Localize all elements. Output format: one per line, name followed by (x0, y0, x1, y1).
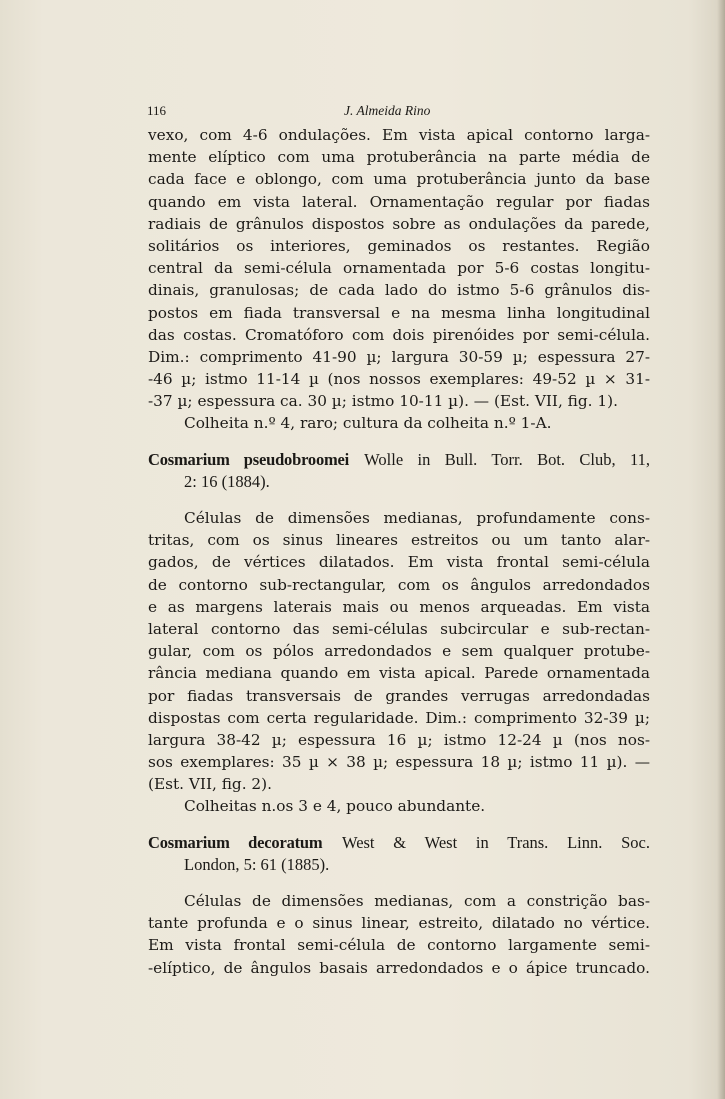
text-line: radiais de grânulos dispostos sobre as ondulações da parede, (148, 214, 650, 233)
species-name: Cosmarium pseudobroomei (148, 449, 350, 469)
species-heading (148, 449, 650, 471)
page-content (148, 100, 650, 979)
species-citation-cont: London, 5: 61 (1885). (184, 854, 330, 874)
species-heading (148, 832, 650, 854)
text-line: das costas. Cromatóforo com dois pirenóides por semi-célula. (148, 325, 650, 344)
text-line: gular, com os pólos arredondados e sem qualquer protube- (148, 642, 650, 661)
text-line: central da semi-célula ornamentada por 5-6 costas longitu- (148, 259, 650, 278)
text-line: mente elíptico com uma protuberância na parte média de (148, 148, 650, 167)
text-line: lateral contorno das semi-células subcircular e sub-rectan- (148, 619, 650, 638)
text-line: cada face e oblongo, com uma protuberância junto da base (148, 170, 650, 189)
text-line: postos em fiada transversal e na mesma linha longitudinal (148, 303, 650, 322)
text-line: rância mediana quando em vista apical. Parede ornamentada (148, 664, 650, 683)
text-line: Dim.: comprimento 41-90 µ; largura 30-59 µ; espessura 27- (148, 347, 650, 366)
species-citation-cont: 2: 16 (1884). (184, 471, 270, 491)
running-header (148, 100, 650, 122)
species-entry-pseudobroomei (148, 449, 650, 818)
species-citation: West & West in Trans. Linn. Soc. (341, 832, 650, 852)
text-line: sos exemplares: 35 µ × 38 µ; espessura 18 µ; istmo 11 µ). — (148, 753, 650, 772)
text-line: gados, de vértices dilatados. Em vista frontal semi-célula (148, 553, 650, 572)
running-title: J. Almeida Rino (344, 103, 431, 118)
text-line: -elíptico, de ângulos basais arredondados e o ápice truncado. (148, 958, 650, 977)
text-line: largura 38-42 µ; espessura 16 µ; istmo 12-24 µ (nos nos- (148, 730, 650, 749)
text-line: tritas, com os sinus lineares estreitos ou um tanto alar- (148, 531, 650, 550)
species-citation: Wolle in Bull. Torr. Bot. Club, 11, (364, 449, 650, 469)
text-line: -46 µ; istmo 11-14 µ (nos nossos exemplares: 49-52 µ × 31- (148, 370, 650, 389)
page-edge-shadow (717, 0, 725, 1099)
text-line: Células de dimensões medianas, com a constrição bas- (184, 892, 650, 910)
text-line: dinais, granulosas; de cada lado do istmo 5-6 grânulos dis- (148, 281, 650, 300)
paragraph-continued (148, 124, 650, 435)
text-line: dispostas com certa regularidade. Dim.: comprimento 32-39 µ; (148, 708, 650, 727)
text-line: tante profunda e o sinus linear, estreito, dilatado no vértice. (148, 914, 650, 933)
text-line: e as margens laterais mais ou menos arqueadas. Em vista (148, 597, 650, 616)
text-line: por fiadas transversais de grandes verrugas arredondadas (148, 686, 650, 705)
text-line: Células de dimensões medianas, profundamente cons- (184, 509, 650, 527)
page-number: 116 (147, 103, 167, 118)
text-line: (Est. VII, fig. 2). (148, 775, 272, 794)
text-line: -37 µ; espessura ca. 30 µ; istmo 10-11 µ). — (Est. VII, fig. 1). (148, 392, 618, 411)
colheita-line: Colheitas n.os 3 e 4, pouco abundante. (184, 797, 486, 816)
text-line: solitários os interiores, geminados os restantes. Região (148, 236, 650, 255)
text-line: vexo, com 4-6 ondulações. Em vista apical contorno larga- (148, 126, 650, 144)
colheita-line: Colheita n.º 4, raro; cultura da colheita n.º 1-A. (184, 414, 552, 433)
text-line: quando em vista lateral. Ornamentação regular por fiadas (148, 192, 650, 211)
species-name: Cosmarium decoratum (148, 832, 323, 852)
text-line: Em vista frontal semi-célula de contorno largamente semi- (148, 936, 650, 955)
text-line: de contorno sub-rectangular, com os ângulos arredondados (148, 575, 650, 594)
species-entry-decoratum (148, 832, 650, 979)
